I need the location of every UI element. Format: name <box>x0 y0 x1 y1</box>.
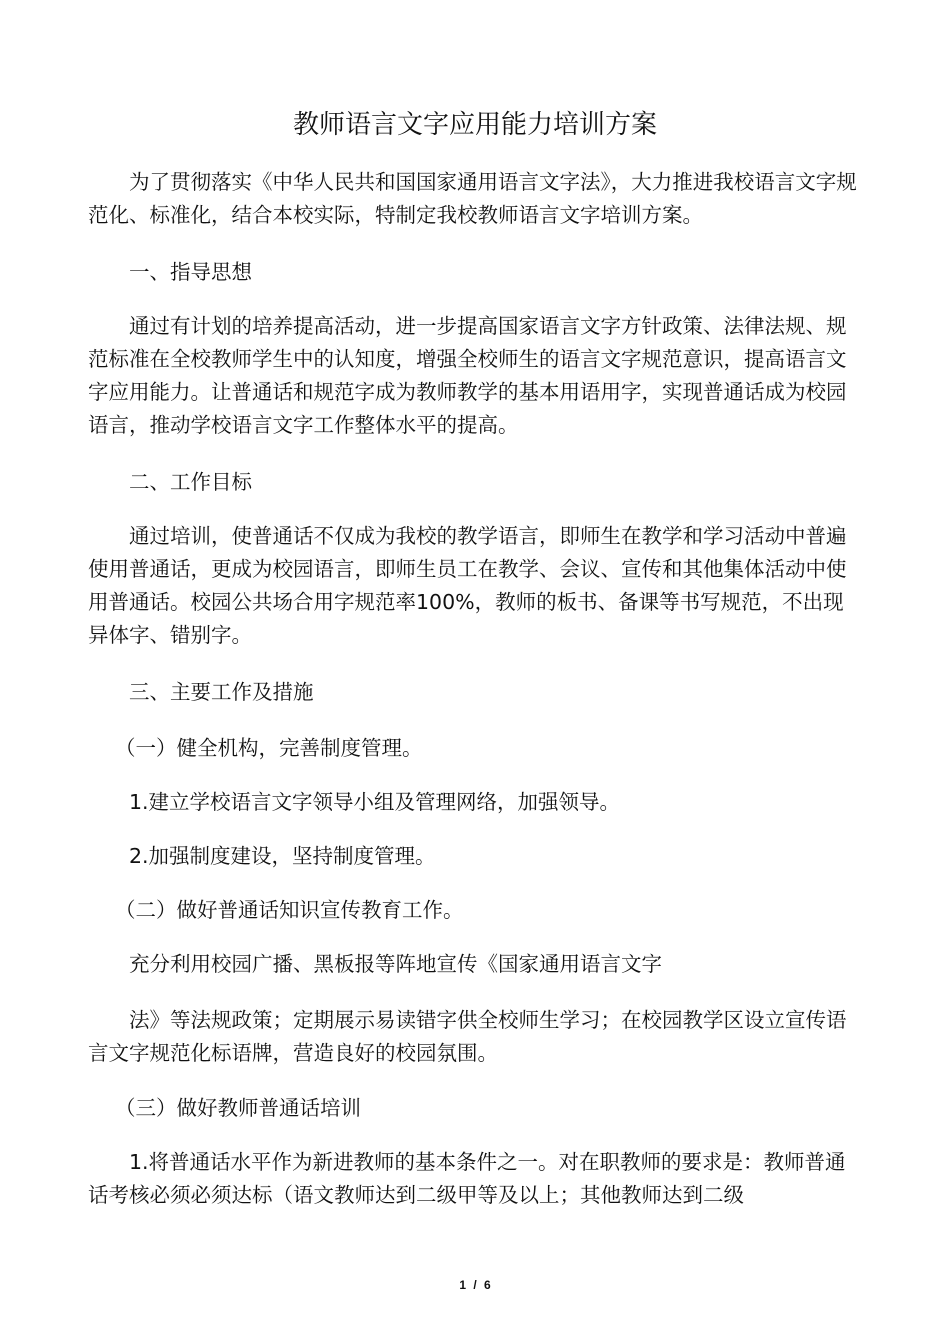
section-heading-work-goals: 二、工作目标 <box>88 470 252 494</box>
work-goals-paragraph: 通过培训，使普通话不仅成为我校的教学语言，即师生在教学和学习活动中普遍使用普通话，更成为校园语言，即师生员工在教学、会议、宣传和其他集体活动中使用普通话。校园公共场合用字规范率100%，教师的板书、备课等书写规范，不出现异体字、错别字。 <box>88 524 847 647</box>
list-item-1-2: 2.加强制度建设，坚持制度管理。 <box>88 844 436 868</box>
section-heading-main-measures: 三、主要工作及措施 <box>88 680 314 704</box>
subsection-heading-2: （二）做好普通话知识宣传教育工作。 <box>88 898 464 922</box>
list-item-1-1: 1.建立学校语言文字领导小组及管理网络，加强领导。 <box>88 790 621 814</box>
publicity-paragraph-line1: 充分利用校园广播、黑板报等阵地宣传《国家通用语言文字 <box>88 952 662 976</box>
intro-paragraph: 为了贯彻落实《中华人民共和国国家通用语言文字法》，大力推进我校语言文字规范化、标准化，结合本校实际，特制定我校教师语言文字培训方案。 <box>88 170 857 227</box>
section-heading-guiding-ideology: 一、指导思想 <box>88 260 252 284</box>
page-indicator: 1 / 6 <box>459 1278 491 1292</box>
training-paragraph: 1.将普通话水平作为新进教师的基本条件之一。对在职教师的要求是：教师普通话考核必须必须达标（语文教师达到二级甲等及以上；其他教师达到二级 <box>88 1150 846 1207</box>
subsection-heading-3: （三）做好教师普通话培训 <box>88 1096 362 1120</box>
subsection-heading-1: （一）健全机构，完善制度管理。 <box>88 736 423 760</box>
guiding-ideology-paragraph: 通过有计划的培养提高活动，进一步提高国家语言文字方针政策、法律法规、规范标准在全校教师学生中的认知度，增强全校师生的语言文字规范意识，提高语言文字应用能力。让普通话和规范字成为教师教学的基本用语用字，实现普通话成为校园语言，推动学校语言文字工作整体水平的提高。 <box>88 314 847 437</box>
document-title: 教师语言文字应用能力培训方案 <box>292 110 657 140</box>
publicity-paragraph-continued: 法》等法规政策；定期展示易读错字供全校师生学习；在校园教学区设立宣传语言文字规范化标语牌，营造良好的校园氛围。 <box>88 1008 847 1065</box>
